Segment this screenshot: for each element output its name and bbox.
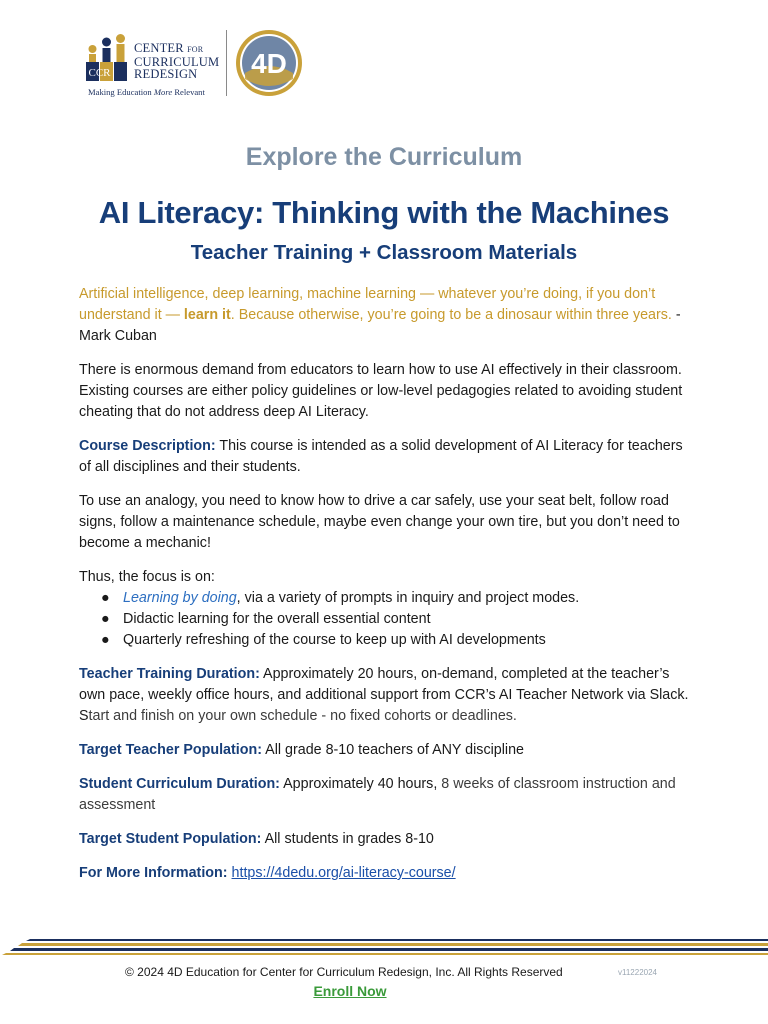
list-item: ● Didactic learning for the overall essential content — [101, 609, 689, 630]
quote — [79, 284, 689, 347]
quote-emphasis: learn it — [183, 307, 231, 323]
intro-paragraph: There is enormous demand from educators to learn how to use AI effectively in their classroom. Existing courses are either policy guidelines or low-level pedagogies related to avoiding student cheating that do not address deep AI Literacy. — [79, 362, 683, 420]
ccr-letters: CCR — [88, 67, 111, 79]
list-item: ● Learning by doing, via a variety of prompts in inquiry and project modes. — [101, 588, 689, 609]
teacher-population-label: Target Teacher Population: — [79, 742, 262, 758]
student-duration-label: Student Curriculum Duration: — [79, 776, 280, 792]
footer-stripes — [0, 936, 768, 960]
course-description-text: This course is intended as a solid development of AI Literacy for teachers of all disciplines and their students. — [79, 438, 683, 475]
page-subtitle: Teacher Training + Classroom Materials — [190, 241, 578, 264]
ccr-people-icon — [86, 34, 130, 82]
target-student-population: Target Student Population: All students in grades 8-10 — [79, 831, 434, 847]
course-description — [79, 436, 689, 478]
student-curriculum-duration: Student Curriculum Duration: Approximately 40 hours, 8 weeks of classroom instruction and assessment — [79, 776, 676, 813]
bullet-icon: ● — [101, 632, 110, 648]
more-info-label: For More Information: — [79, 865, 228, 881]
bullet-icon: ● — [101, 611, 110, 627]
explore-heading: Explore the Curriculum — [245, 143, 523, 171]
target-teacher-population: Target Teacher Population: All grade 8-10 teachers of ANY discipline — [79, 742, 524, 758]
quote-text-1: Artificial intelligence, deep learning, machine learning — whatever you’re doing, if you don’t understand it — — [79, 286, 656, 323]
logo-divider — [226, 30, 227, 96]
teacher-training-duration: Teacher Training Duration: Approximately 20 hours, on-demand, completed at the teacher’s own pace, weekly office hours, and additional support from CCR’s AI Teacher Network via Slack. Start and finish on your own schedule - no fixed cohorts or deadlines. — [79, 666, 689, 724]
quote-author: - Mark Cuban — [79, 307, 681, 344]
more-information — [79, 863, 689, 884]
teacher-training-label: Teacher Training Duration: — [79, 666, 260, 682]
learning-by-doing: Learning by doing — [123, 590, 237, 606]
list-item: ● Quarterly refreshing of the course to keep up with AI developments — [101, 630, 689, 651]
enroll-now-link[interactable]: Enroll Now — [313, 983, 387, 999]
quote-text-2: . Because otherwise, you’re going to be a dinosaur within three years. — [230, 307, 672, 323]
4d-badge-icon — [235, 29, 303, 97]
ccr-name: CENTER FOR CURRICULUM REDESIGN — [134, 41, 220, 81]
analogy-paragraph: To use an analogy, you need to know how to drive a car safely, use your seat belt, follow road signs, follow a maintenance schedule, maybe even change your own tire, but you don’t need to become a mechanic! — [79, 493, 680, 551]
version-label: v11222024 — [618, 968, 657, 977]
focus-lead: Thus, the focus is on: — [79, 569, 215, 585]
ccr-tagline: Making Education More Relevant — [88, 87, 205, 97]
badge-text: 4D — [251, 48, 287, 79]
bullet-icon: ● — [101, 590, 110, 606]
course-link[interactable]: https://4dedu.org/ai-literacy-course/ — [231, 865, 456, 881]
focus-list — [101, 588, 689, 651]
copyright: © 2024 4D Education for Center for Curriculum Redesign, Inc. All Rights Reserved — [125, 965, 563, 979]
header-logos — [86, 26, 303, 100]
main-content — [79, 284, 689, 897]
page-title: AI Literacy: Thinking with the Machines — [98, 195, 670, 230]
ccr-logo — [86, 28, 226, 98]
course-description-label: Course Description: — [79, 438, 216, 454]
student-population-label: Target Student Population: — [79, 831, 262, 847]
